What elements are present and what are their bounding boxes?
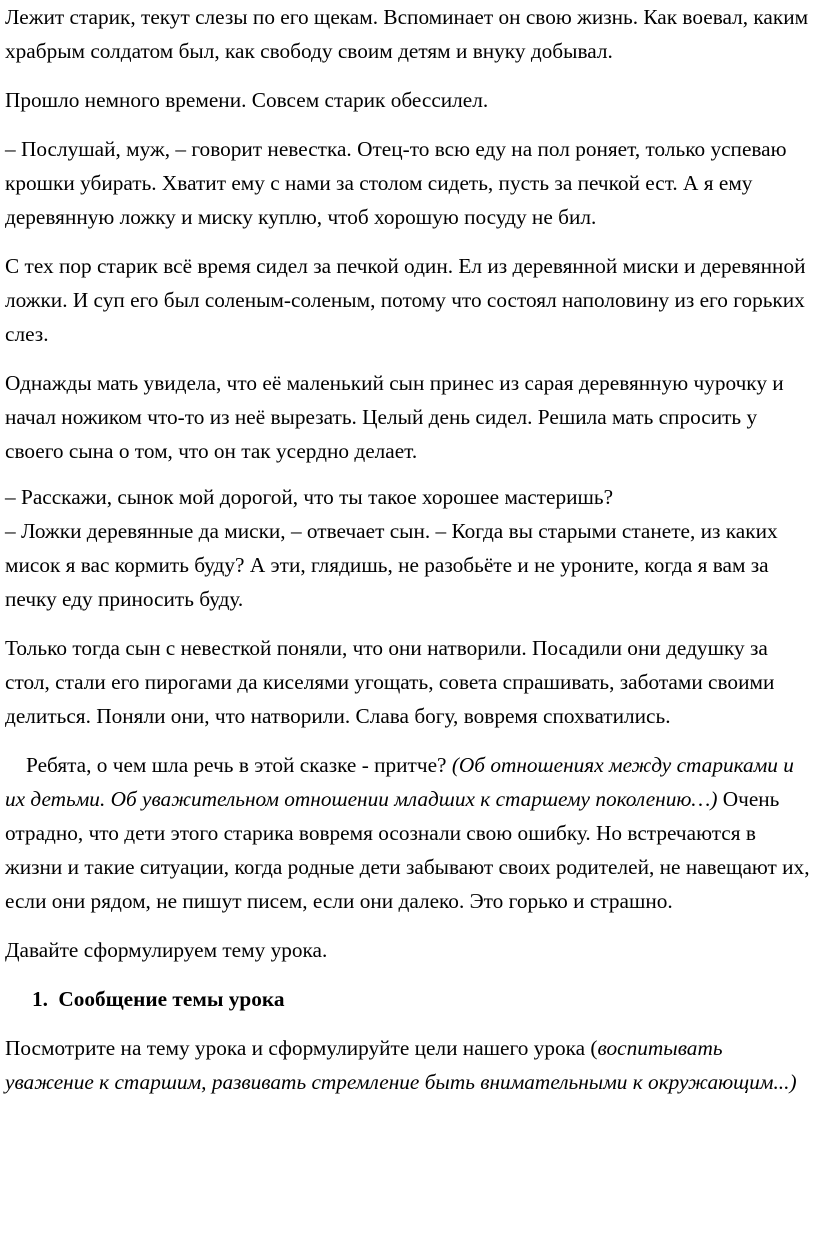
discussion-question: Ребята, о чем шла речь в этой сказке - притче? bbox=[26, 753, 452, 777]
paragraph-lesson-goals bbox=[5, 1031, 813, 1099]
document-page bbox=[5, 0, 813, 1099]
paragraph-behind-stove: С тех пор старик всё время сидел за печкой один. Ел из деревянной миски и деревянной ложки. И суп его был соленым-соленым, потому что состоял наполовину из его горьких слез. bbox=[5, 254, 806, 346]
paragraph-mother-saw: Однажды мать увидела, что её маленький сын принес из сарая деревянную чурочку и начал ножиком что-то из неё вырезать. Целый день сидел. Решила мать спросить у своего сына о том, что он так усердно делает. bbox=[5, 371, 784, 463]
section-number: 1. bbox=[32, 987, 48, 1011]
goals-italic: воспитывать уважение к старшим, развивать стремление быть внимательными к окружающим...) bbox=[5, 1036, 797, 1094]
section-title: Сообщение темы урока bbox=[58, 987, 285, 1011]
goals-prompt: Посмотрите на тему урока и сформулируйте цели нашего урока ( bbox=[5, 1036, 598, 1060]
paragraph-realization: Только тогда сын с невесткой поняли, что они натворили. Посадили они дедушку за стол, стали его пирогами да киселями угощать, совета спрашивать, заботами своими делиться. Поняли они, что натворили. Слава богу, вовремя спохватились. bbox=[5, 636, 775, 728]
paragraph-lesson-topic-prompt: Давайте сформулируем тему урока. bbox=[5, 938, 328, 962]
paragraph-discussion bbox=[5, 748, 813, 918]
paragraph-old-man-memories: Лежит старик, текут слезы по его щекам. Вспоминает он свою жизнь. Как воевал, каким храбрым солдатом был, как свободу своим детям и внуку добывал. bbox=[5, 5, 809, 63]
discussion-answer-italic: (Об отношениях между стариками и их детьми. Об уважительном отношении младших к старшему поколению…) bbox=[5, 753, 794, 811]
discussion-continuation: Очень отрадно, что дети этого старика вовремя осознали свою ошибку. Но встречаются в жизни и такие ситуации, когда родные дети забывают своих родителей, не навещают их, если они рядом, не пишут писем, если они далеко. Это горько и страшно. bbox=[5, 787, 810, 913]
paragraph-time-passed: Прошло немного времени. Совсем старик обессилел. bbox=[5, 88, 489, 112]
paragraph-son-answer: – Ложки деревянные да миски, – отвечает сын. – Когда вы старыми станете, из каких мисок я вас кормить буду? А эти, глядишь, не разобьёте и не уроните, когда я вам за печку еду приносить буду. bbox=[5, 519, 778, 611]
paragraph-daughter-in-law: – Послушай, муж, – говорит невестка. Отец-то всю еду на пол роняет, только успеваю крошки убирать. Хватит ему с нами за столом сидеть, пусть за печкой ест. А я ему деревянную ложку и миску куплю, чтоб хорошую посуду не бил. bbox=[5, 137, 787, 229]
section-heading bbox=[5, 982, 813, 1016]
paragraph-mother-question: – Расскажи, сынок мой дорогой, что ты такое хорошее мастеришь? bbox=[5, 485, 614, 509]
